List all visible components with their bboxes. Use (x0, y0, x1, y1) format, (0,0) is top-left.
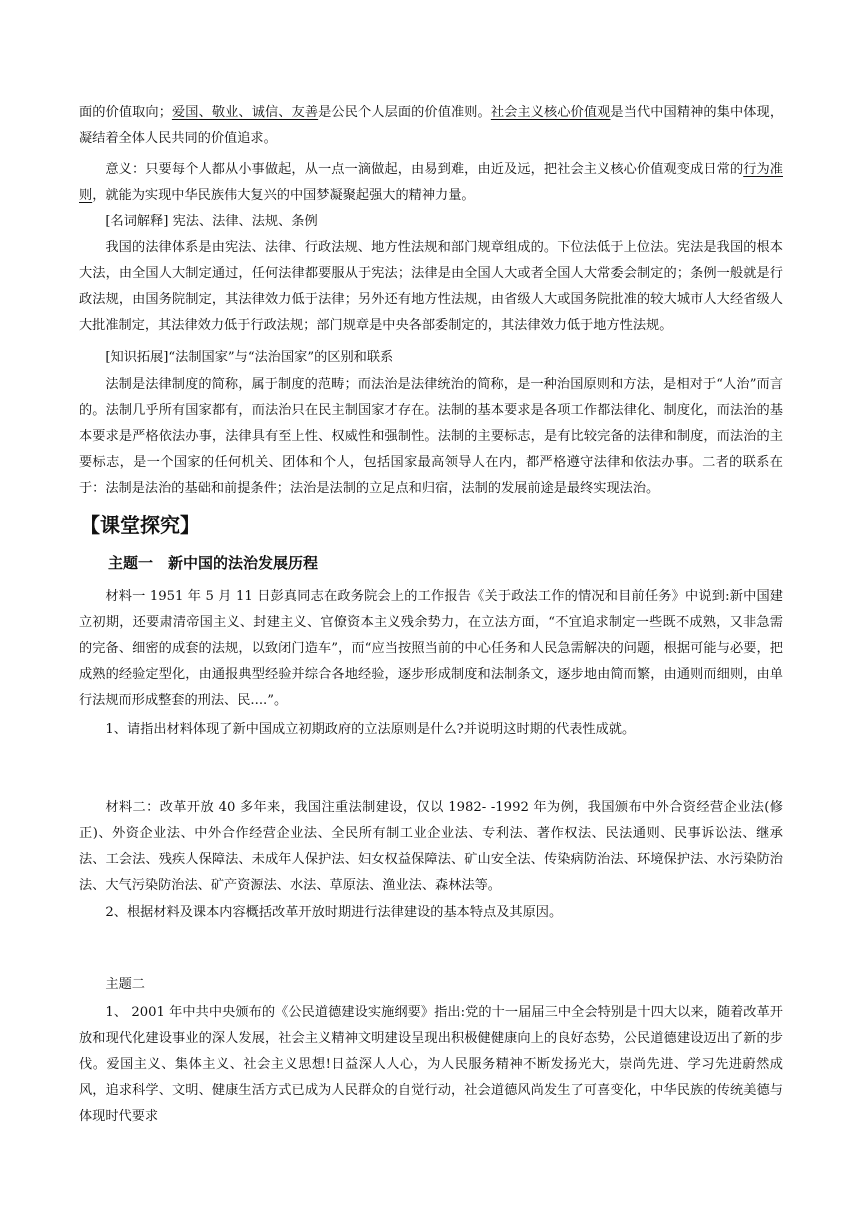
significance-paragraph (79, 157, 783, 209)
text-run: 是公民个人层面的价值准则。 (318, 105, 491, 120)
term-explanation-body: 我国的法律体系是由宪法、法律、行政法规、地方性法规和部门规章组成的。下位法低于上位法。宪法是我国的根本大法，由全国人大制定通过，任何法律都要服从于宪法；法律是由全国人大或者全国人大常委会制定的；条例一般就是行政法规，由国务院制定，其法律效力低于法律；另外还有地方性法规，由省级人大或国务院批准的较大城市人大经省级人大批准制定，其法律效力低于行政法规；部门规章是中央各部委制定的，其法律效力低于地方性法规。 (79, 240, 783, 333)
topic-two-heading: 主题二 (105, 977, 145, 992)
topic-one-heading: 主题一 新中国的法治发展历程 (108, 554, 319, 572)
text-run: 是当代中国精神的集中体现，凝结着全体人民共同的价值追求。 (79, 105, 784, 146)
material-three: 1、 2001 年中共中央颁布的《公民道德建设实施纲要》指出:党的十一届届三中全会特别是十四大以来，随着改革开放和现代化建设事业的深人发展，社会主义精神文明建设呈现出积极健健康向上的良好态势，公民道德建设迈出了新的步伐。爱国主义、集体主义、社会主义思想!日益深人人心，为人民服务精神不断发扬光大，崇尚先进、学习先进蔚然成风，追求科学、文明、健康生活方式已成为人民群众的自觉行动，社会道德风尚发生了可喜变化，中华民族的传统美德与体现时代要求 (79, 1005, 783, 1124)
underlined-term: 行为准则 (79, 162, 783, 203)
text-run: ，就能为实现中华民族伟大复兴的中国梦凝聚起强大的精神力量。 (92, 188, 475, 203)
knowledge-extension-body: 法制是法律制度的简称，属于制度的范畴；而法治是法律统治的简称，是一种治国原则和方法，是相对于“人治”而言的。法制几乎所有国家都有，而法治只在民主制国家才存在。法制的基本要求是各项工作都法律化、制度化，而法治的基本要求是严格依法办事，法律具有至上性、权威性和强制性。法制的主要标志，是有比较完备的法律和制度，而法治的主要标志，是一个国家的任何机关、团体和个人，包括国家最高领导人在内，都严格遵守法律和依法办事。二者的联系在于：法制是法治的基础和前提条件；法治是法制的立足点和归宿，法制的发展前途是最终实现法治。 (79, 377, 783, 496)
question-two: 2、根据材料及课本内容概括改革开放时期进行法律建设的基本特点及其原因。 (105, 905, 563, 920)
material-one: 材料一 1951 年 5 月 11 日彭真同志在政务院会上的工作报告《关于政法工作的情况和目前任务》中说到:新中国建立初期，还要肃清帝国主义、封建主义、官僚资本主义残余势力，在立法方面，“不宜追求制定一些既不成熟，又非急需的完备、细密的成套的法规，以致闭门造车”，而“应当按照当前的中心任务和人民急需解决的问题，根据可能与必要，把成熟的经验定型化，由通报典型经验并综合各地经验，逐步形成制度和法制条文，逐步地由简而繁，由通则而细则，由单行法规而形成整套的刑法、民....”。 (79, 589, 783, 708)
term-explanation-title: [名词解释] 宪法、法律、法规、条例 (105, 214, 318, 229)
knowledge-extension-title: [知识拓展]“法制国家”与“法治国家”的区别和联系 (105, 350, 394, 365)
underlined-term: 爱国、敬业、诚信、友善 (171, 105, 319, 120)
text-run: 面的价值取向； (79, 105, 172, 120)
values-paragraph (79, 100, 783, 152)
text-run: 意义：只要每个人都从小事做起，从一点一滴做起，由易到难，由近及远，把社会主义核心价值观变成日常的 (105, 162, 744, 177)
question-one: 1、请指出材料体现了新中国成立初期政府的立法原则是什么?并说明这时期的代表性成就。 (105, 722, 636, 737)
section-heading: 【课堂探究】 (80, 513, 200, 537)
material-two: 材料二：改革开放 40 多年来，我国注重法制建设，仅以 1982- -1992 年为例，我国颁布中外合资经营企业法(修正)、外资企业法、中外合作经营企业法、全民所有制工业企业法、专利法、著作权法、民法通则、民事诉讼法、继承法、工会法、残疾人保障法、未成年人保护法、妇女权益保障法、矿山安全法、传染病防治法、环境保护法、水污染防治法、大气污染防治法、矿产资源法、水法、草原法、渔业法、森林法等。 (79, 800, 783, 893)
underlined-term: 社会主义核心价值观 (490, 105, 611, 120)
